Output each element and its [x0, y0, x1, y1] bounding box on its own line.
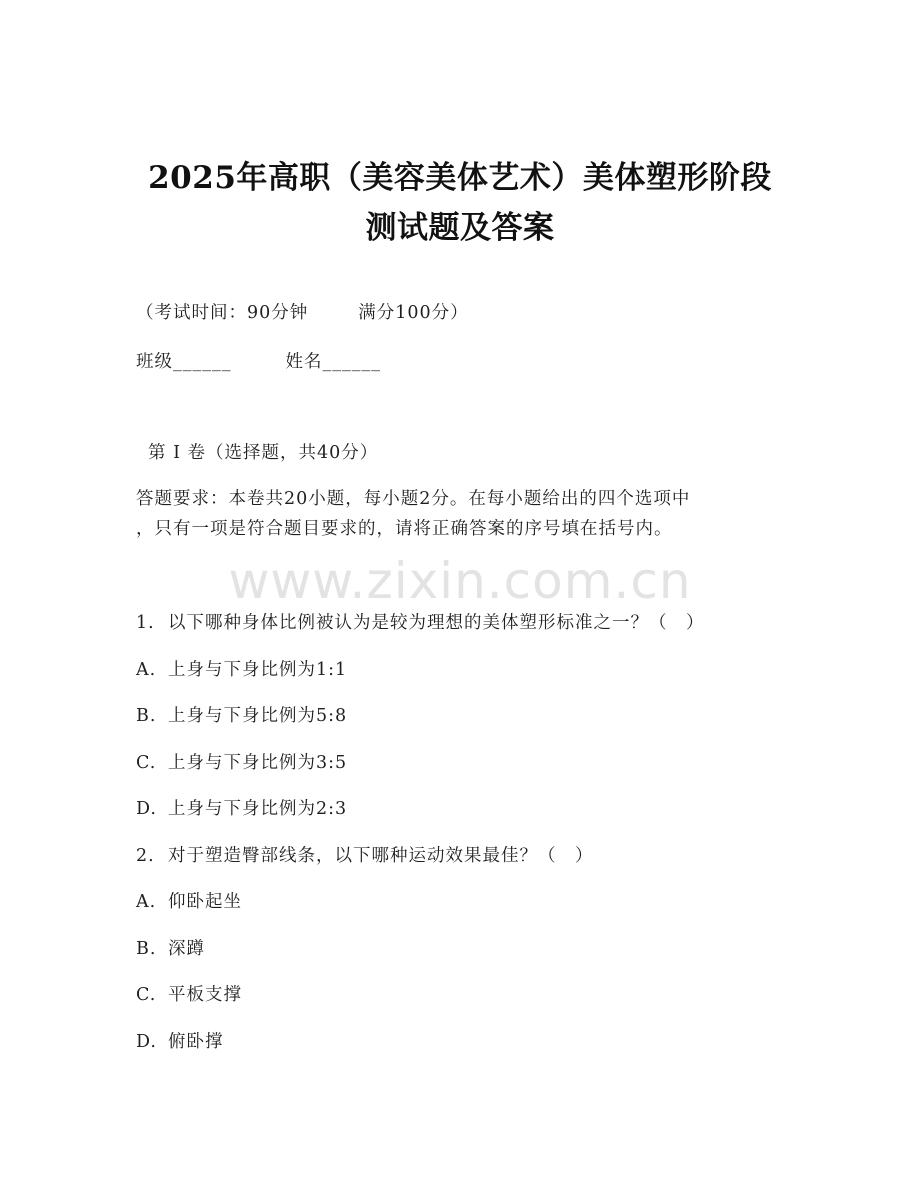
option-letter: D.: [136, 799, 157, 819]
question-number: 2.: [136, 846, 155, 866]
option-item: [136, 658, 347, 682]
option-item: [136, 751, 347, 775]
option-item: [136, 937, 205, 961]
class-field-label: 班级______: [136, 352, 232, 372]
watermark-text: www.zixin.com.cn: [228, 552, 692, 610]
question-2: [136, 844, 594, 868]
option-letter: B.: [136, 706, 157, 726]
instructions-line-2: ，只有一项是符合题目要求的，请将正确答案的序号填在括号内。: [136, 519, 673, 539]
option-text: 上身与下身比例为2:3: [168, 799, 348, 819]
name-field-label: 姓名______: [285, 352, 381, 372]
option-text: 深蹲: [168, 939, 205, 959]
full-score: 满分100分）: [358, 303, 469, 323]
exam-info: [136, 301, 469, 325]
question-1: [136, 611, 705, 635]
option-text: 上身与下身比例为5:8: [168, 706, 348, 726]
exam-time: （考试时间：90分钟: [136, 303, 309, 323]
option-text: 上身与下身比例为3:5: [168, 753, 348, 773]
option-letter: C.: [136, 753, 157, 773]
question-text: 以下哪种身体比例被认为是较为理想的美体塑形标准之一？（ ）: [168, 613, 705, 633]
option-item: [136, 983, 242, 1007]
option-item: [136, 797, 347, 821]
option-text: 平板支撑: [168, 985, 242, 1005]
instructions-line-1: 答题要求：本卷共20小题，每小题2分。在每小题给出的四个选项中: [136, 489, 691, 509]
question-text: 对于塑造臀部线条，以下哪种运动效果最佳？（ ）: [168, 846, 594, 866]
option-text: 仰卧起坐: [168, 892, 242, 912]
option-letter: D.: [136, 1032, 157, 1052]
question-number: 1.: [136, 613, 155, 633]
student-info: [136, 350, 381, 374]
page-title-line-1: 2025年高职（美容美体艺术）美体塑形阶段: [148, 160, 772, 196]
option-letter: A.: [136, 660, 157, 680]
option-letter: B.: [136, 939, 157, 959]
option-item: [136, 890, 242, 914]
option-item: [136, 704, 347, 728]
section-title: 第 I 卷（选择题，共40分）: [148, 443, 379, 463]
option-item: [136, 1030, 224, 1054]
option-letter: A.: [136, 892, 157, 912]
option-text: 俯卧撑: [168, 1032, 224, 1052]
option-letter: C.: [136, 985, 157, 1005]
page-title-line-2: 测试题及答案: [365, 210, 555, 246]
option-text: 上身与下身比例为1:1: [168, 660, 348, 680]
